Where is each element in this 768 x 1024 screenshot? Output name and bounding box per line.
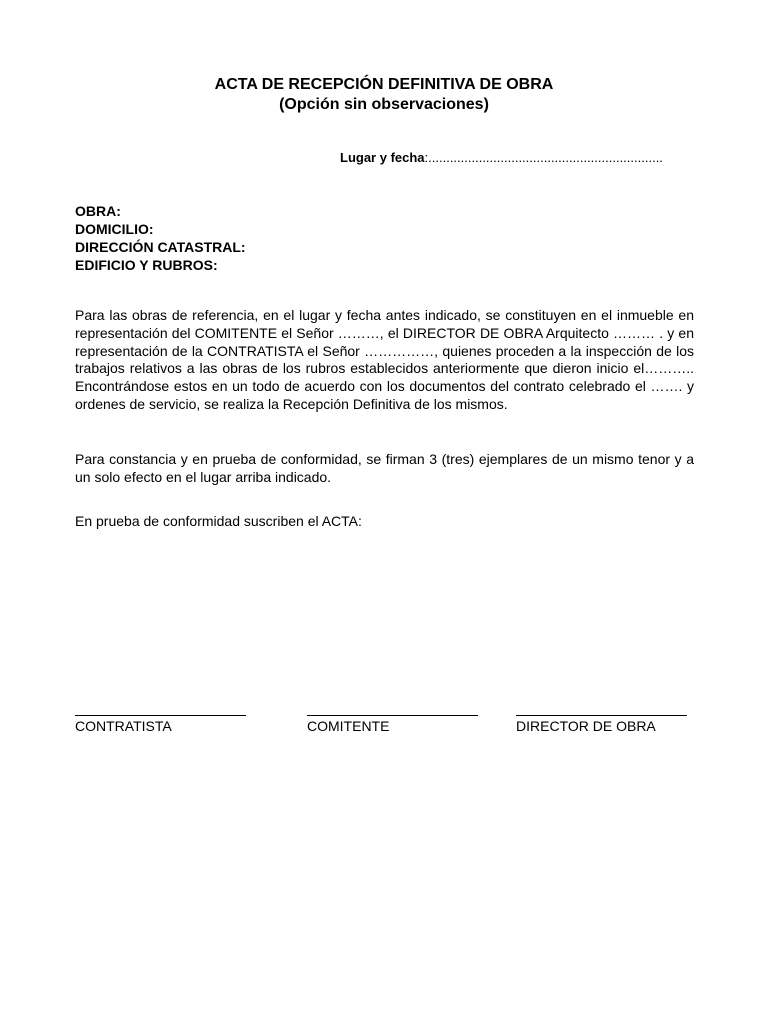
signature-line xyxy=(307,702,478,716)
paragraph-suscriben: En prueba de conformidad suscriben el ACTA: xyxy=(75,513,362,529)
signature-label: COMITENTE xyxy=(307,718,390,734)
signature-comitente xyxy=(307,702,478,735)
field-edificio-rubros: EDIFICIO Y RUBROS: xyxy=(75,257,218,273)
place-date-line xyxy=(340,150,663,166)
signature-label: DIRECTOR DE OBRA xyxy=(516,718,656,734)
signature-line xyxy=(516,702,687,716)
signature-label: CONTRATISTA xyxy=(75,718,172,734)
signature-contratista xyxy=(75,702,246,735)
signature-director-obra xyxy=(516,702,687,735)
place-date-label: Lugar y fecha xyxy=(340,150,425,165)
place-date-value: :................................................................. xyxy=(424,150,663,165)
document-title: ACTA DE RECEPCIÓN DEFINITIVA DE OBRA xyxy=(214,76,554,93)
header-fields xyxy=(75,202,246,274)
signature-line xyxy=(75,702,246,716)
paragraph-reception: Para las obras de referencia, en el lugar y fecha antes indicado, se constituyen en el inmueble en representación del COMITENTE el Señor ………, el DIRECTOR DE OBRA Arquitecto ……… . y en representación de la CONTRATISTA el Señor ……………, quienes proceden a la inspección de los trabajos relativos a las obras de los rubros establecidos anteriormente que dieron inicio el……….. Encontrándose estos en un todo de acuerdo con los documentos del contrato celebrado el ……. y ordenes de servicio, se realiza la Recepción Definitiva de los mismos. xyxy=(75,307,694,412)
field-direccion-catastral: DIRECCIÓN CATASTRAL: xyxy=(75,239,246,255)
field-domicilio: DOMICILIO: xyxy=(75,221,154,237)
paragraph-constancia: Para constancia y en prueba de conformidad, se firman 3 (tres) ejemplares de un mismo tenor y a un solo efecto en el lugar arriba indicado. xyxy=(75,451,694,485)
document-subtitle: (Opción sin observaciones) xyxy=(279,96,489,113)
field-obra: OBRA: xyxy=(75,203,121,219)
